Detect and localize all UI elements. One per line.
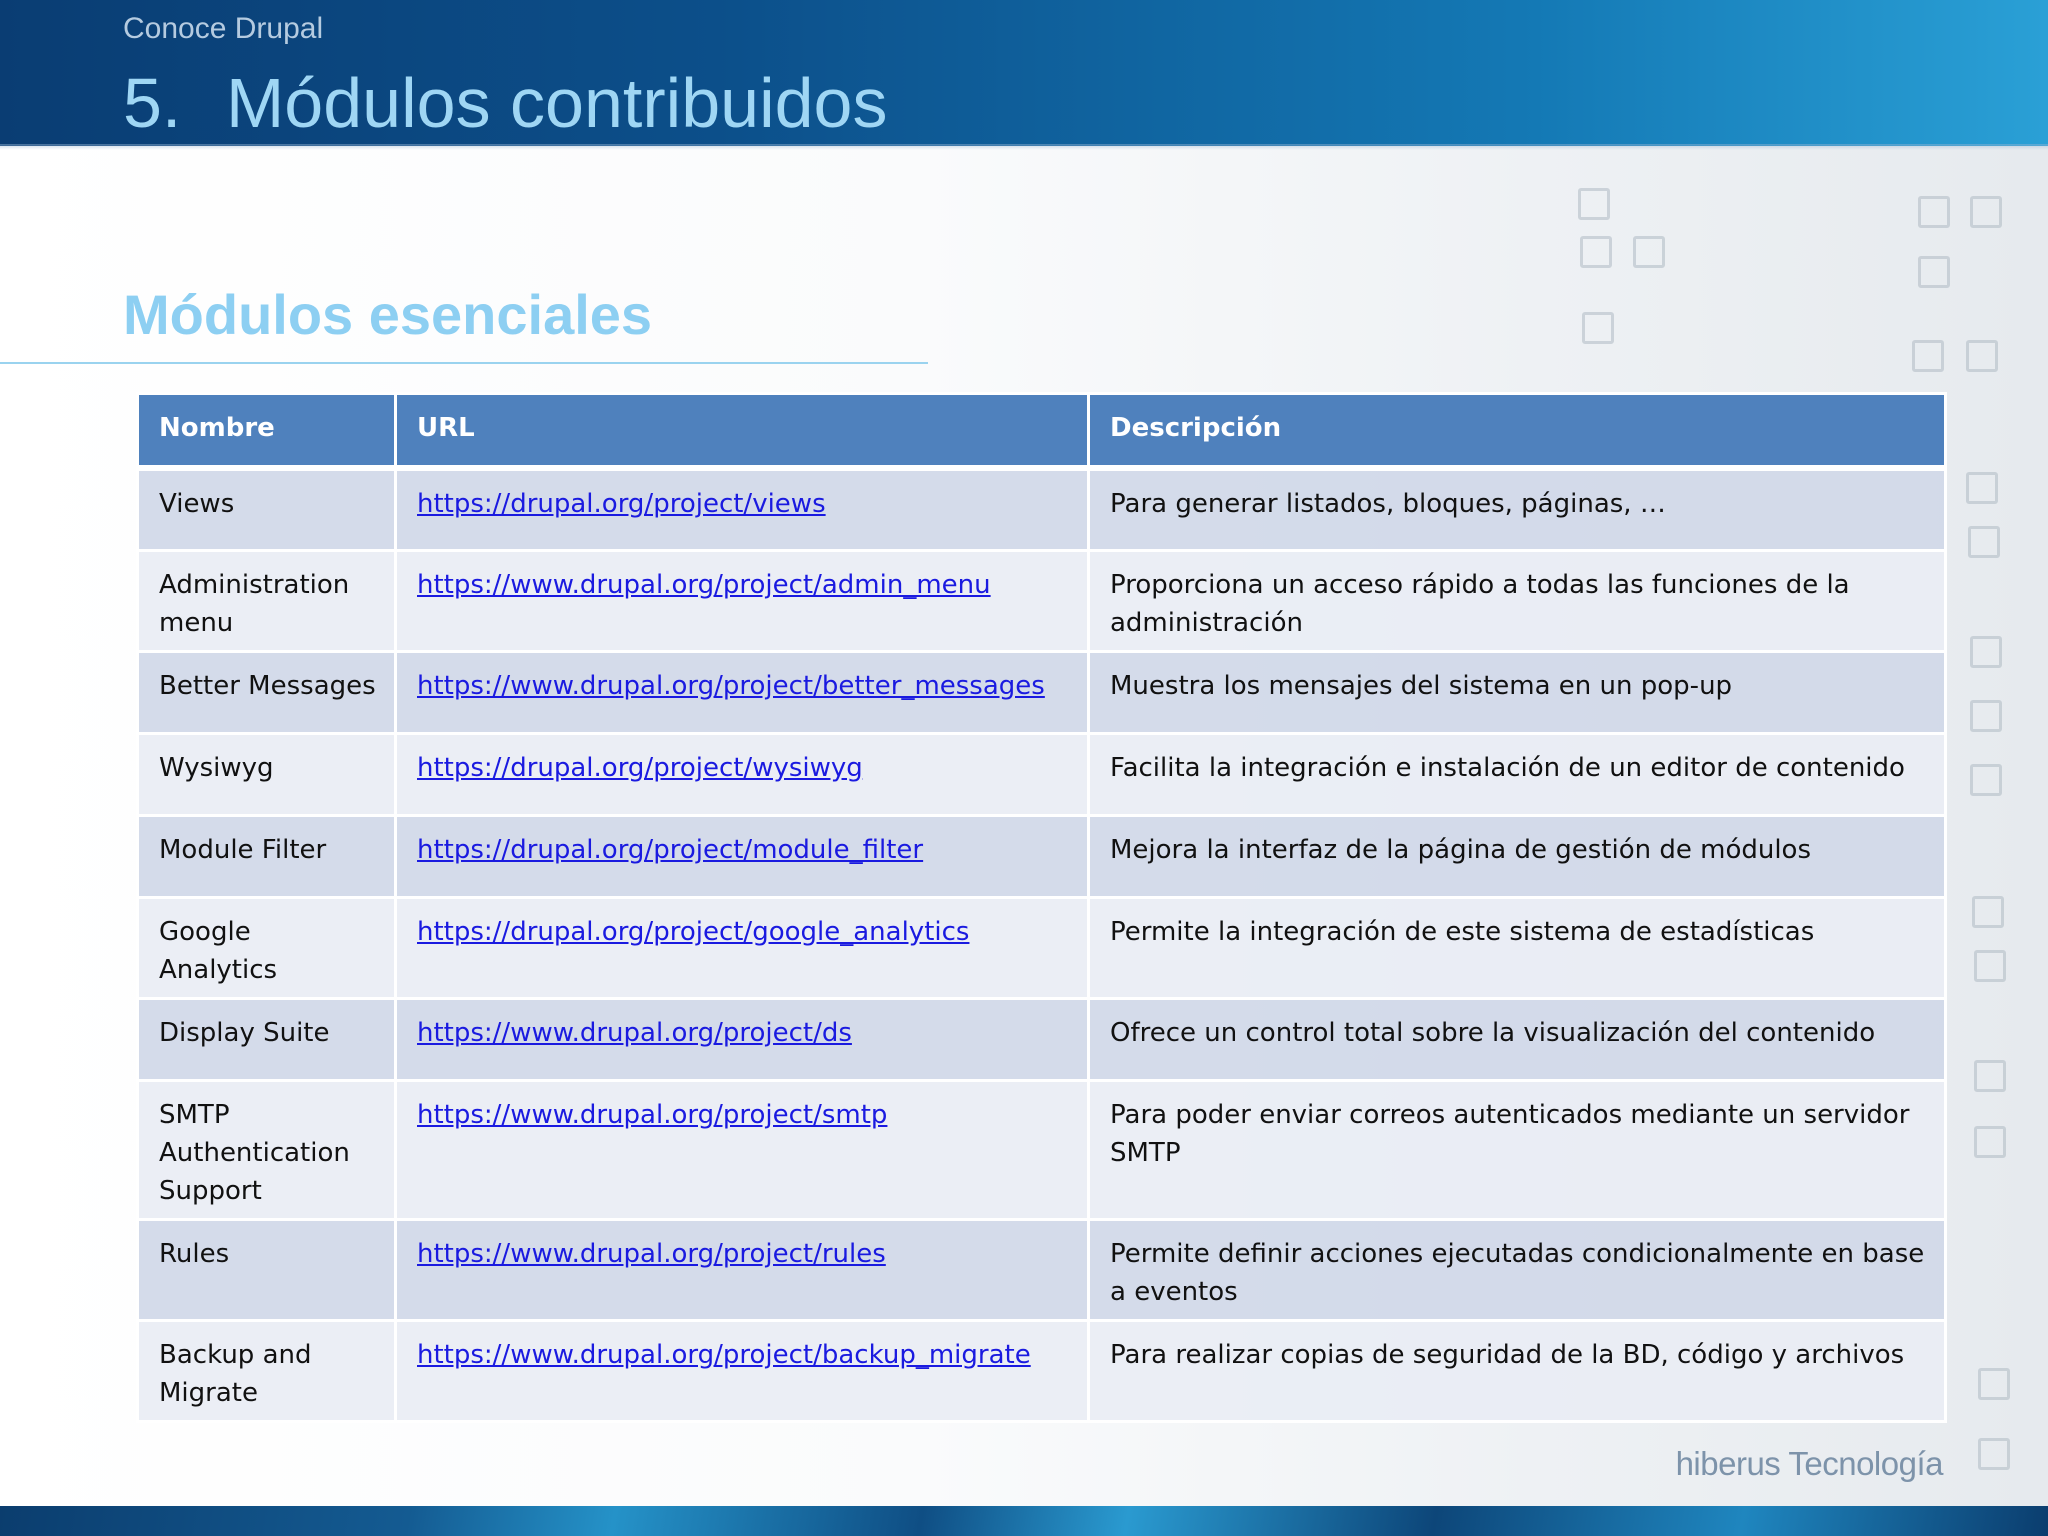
module-name-cell: Google Analytics <box>138 897 396 998</box>
module-name-cell: Administration menu <box>138 550 396 651</box>
table-row <box>138 1320 1946 1421</box>
module-description-cell: Proporciona un acceso rápido a todas las funciones de la administración <box>1089 550 1946 651</box>
module-url-link[interactable]: https://drupal.org/project/views <box>417 489 826 519</box>
slide-title <box>123 64 888 142</box>
module-description-cell: Para generar listados, bloques, páginas, … <box>1089 468 1946 550</box>
module-name-cell: SMTP Authentication Support <box>138 1080 396 1219</box>
decorative-square <box>1974 1126 2006 1158</box>
column-header-description: Descripción <box>1089 394 1946 469</box>
footer-band <box>0 1506 2048 1536</box>
module-url-link[interactable]: https://www.drupal.org/project/rules <box>417 1238 886 1269</box>
module-url-cell <box>396 815 1089 897</box>
table-row <box>138 651 1946 733</box>
module-description-cell: Permite definir acciones ejecutadas condicionalmente en base a eventos <box>1089 1219 1946 1320</box>
module-name-cell: Display Suite <box>138 998 396 1080</box>
module-name-cell: Wysiwyg <box>138 733 396 815</box>
module-description-cell: Muestra los mensajes del sistema en un pop-up <box>1089 651 1946 733</box>
table-row <box>138 897 1946 998</box>
decorative-square <box>1966 472 1998 504</box>
module-url-link[interactable]: https://www.drupal.org/project/better_messages <box>417 670 1045 701</box>
module-url-link[interactable]: https://www.drupal.org/project/ds <box>417 1017 852 1048</box>
column-header-url: URL <box>396 394 1089 469</box>
module-url-link[interactable]: https://drupal.org/project/wysiwyg <box>417 752 863 783</box>
module-url-link[interactable]: https://www.drupal.org/project/backup_migrate <box>417 1339 1031 1370</box>
module-name-cell: Backup and Migrate <box>138 1320 396 1421</box>
slide-title-number: 5. <box>123 64 182 142</box>
module-name-cell: Views <box>138 468 396 550</box>
table-row <box>138 815 1946 897</box>
decorative-square <box>1580 236 1612 268</box>
slide-title-text: Módulos contribuidos <box>226 64 888 142</box>
decorative-square <box>1970 636 2002 668</box>
module-url-cell <box>396 897 1089 998</box>
table-row <box>138 998 1946 1080</box>
module-url-cell <box>396 651 1089 733</box>
table-row <box>138 733 1946 815</box>
decorative-square <box>1974 1060 2006 1092</box>
decorative-square <box>1633 236 1665 268</box>
module-description-cell: Para realizar copias de seguridad de la BD, código y archivos <box>1089 1320 1946 1421</box>
modules-table <box>136 392 1947 1423</box>
module-url-cell <box>396 998 1089 1080</box>
decorative-square <box>1968 526 2000 558</box>
decorative-square <box>1582 312 1614 344</box>
module-url-link[interactable]: https://drupal.org/project/google_analytics <box>417 916 970 947</box>
module-name-cell: Better Messages <box>138 651 396 733</box>
module-url-link[interactable]: https://www.drupal.org/project/admin_menu <box>417 569 991 600</box>
module-url-cell <box>396 733 1089 815</box>
module-name-cell: Rules <box>138 1219 396 1320</box>
table-row <box>138 1219 1946 1320</box>
table-header-row <box>138 394 1946 469</box>
module-url-cell <box>396 1080 1089 1219</box>
brand-logo-text: hiberus Tecnología <box>1675 1445 1943 1482</box>
table-row <box>138 550 1946 651</box>
decorative-square <box>1970 700 2002 732</box>
decorative-square <box>1966 340 1998 372</box>
decorative-square <box>1578 188 1610 220</box>
decorative-square <box>1972 896 2004 928</box>
subtitle-divider <box>0 362 928 364</box>
module-url-cell <box>396 550 1089 651</box>
section-subtitle: Módulos esenciales <box>123 283 653 346</box>
decorative-square <box>1970 196 2002 228</box>
module-url-cell <box>396 1320 1089 1421</box>
decorative-square <box>1912 340 1944 372</box>
table-row <box>138 468 1946 550</box>
module-name-cell: Module Filter <box>138 815 396 897</box>
section-label: Conoce Drupal <box>123 12 324 45</box>
column-header-name: Nombre <box>138 394 396 469</box>
decorative-square <box>1918 196 1950 228</box>
decorative-square <box>1974 950 2006 982</box>
module-url-link[interactable]: https://drupal.org/project/module_filter <box>417 834 924 865</box>
module-description-cell: Ofrece un control total sobre la visualización del contenido <box>1089 998 1946 1080</box>
module-description-cell: Para poder enviar correos autenticados mediante un servidor SMTP <box>1089 1080 1946 1219</box>
decorative-square <box>1978 1368 2010 1400</box>
module-description-cell: Facilita la integración e instalación de un editor de contenido <box>1089 733 1946 815</box>
decorative-square <box>1918 256 1950 288</box>
decorative-square <box>1978 1438 2010 1470</box>
module-description-cell: Mejora la interfaz de la página de gestión de módulos <box>1089 815 1946 897</box>
module-url-cell <box>396 468 1089 550</box>
module-description-cell: Permite la integración de este sistema de estadísticas <box>1089 897 1946 998</box>
module-url-cell <box>396 1219 1089 1320</box>
table-row <box>138 1080 1946 1219</box>
decorative-square <box>1970 764 2002 796</box>
module-url-link[interactable]: https://www.drupal.org/project/smtp <box>417 1099 888 1130</box>
